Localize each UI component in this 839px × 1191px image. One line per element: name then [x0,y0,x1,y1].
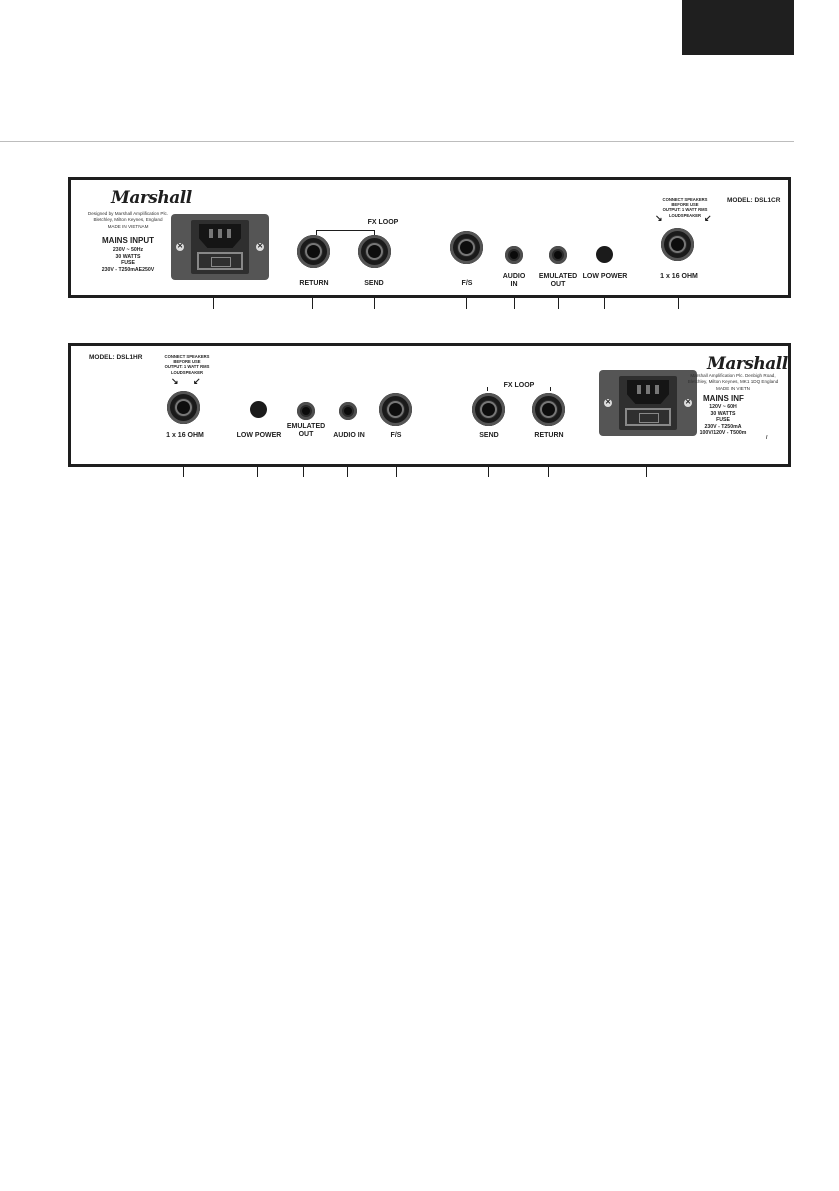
section-tab [682,0,794,55]
screw-icon: ✕ [685,399,691,406]
return-jack[interactable] [297,235,330,268]
speaker-out-jack[interactable] [167,391,200,424]
fx-loop-label: FX LOOP [367,219,399,226]
send-jack[interactable] [472,393,505,426]
send-jack[interactable] [358,235,391,268]
lightning-arrow-icon: ↘ [171,376,179,386]
return-jack[interactable] [532,393,565,426]
iec-inlet [191,220,249,274]
marshall-logo: Marshall [111,188,192,208]
fx-loop-label: FX LOOP [503,382,535,389]
low-power-label: LOW POWER [236,432,282,439]
emulated-out-label: EMULATED OUT [538,273,578,288]
callout-line [488,464,489,477]
mains-spec: 230V ~ 50Hz 30 WATTS FUSE 230V - T250mAE250V [101,247,155,273]
power-socket-icon [199,224,241,248]
callout-line [213,295,214,309]
mains-spec: 120V ~ 60H 30 WATTS FUSE 230V - T250mA 100V/120V - T500m [699,404,747,436]
marshall-logo: Marshall [707,354,788,374]
low-power-switch[interactable] [250,401,267,418]
power-socket-icon [627,380,669,404]
callout-line [558,295,559,309]
rear-panel-dsl1hr [68,343,791,467]
maker-address: Marshall Amplification Plc. Denbigh Road, Bletchley, Milton Keynes, MK1 1DQ England MADE IN VIETN [687,373,779,391]
speaker-warning: CONNECT SPEAKERS BEFORE USE OUTPUT: 1 WATT RMS LOUDSPEAKER [164,354,210,375]
mains-socket[interactable] [171,214,269,280]
speaker-out-jack[interactable] [661,228,694,261]
callout-line [347,464,348,477]
mains-input-title: MAINS INPUT [102,236,154,245]
rear-panel-dsl1cr [68,177,791,298]
header-rule [0,141,794,142]
callout-line [548,464,549,477]
footswitch-jack[interactable] [450,231,483,264]
callout-line [183,464,184,477]
audio-in-label: AUDIO IN [502,273,526,288]
fuse-holder-icon [625,408,671,426]
callout-line [678,295,679,309]
return-label: RETURN [299,280,329,287]
fuse-holder-icon [197,252,243,270]
emulated-out-jack[interactable] [549,246,567,264]
fs-label: F/S [461,280,473,287]
screw-icon: ✕ [605,399,611,406]
send-label: SEND [364,280,384,287]
fs-label: F/S [390,432,402,439]
panel-mark: / [766,435,768,441]
emulated-out-jack[interactable] [297,402,315,420]
fx-loop-bracket [316,230,375,231]
lightning-arrow-icon: ↙ [193,376,201,386]
send-label: SEND [479,432,499,439]
speaker-warning: CONNECT SPEAKERS BEFORE USE OUTPUT: 1 WATT RMS LOUDSPEAKER [662,197,708,218]
callout-line [257,464,258,477]
screw-icon: ✕ [177,243,183,250]
speaker-out-label: 1 x 16 OHM [660,273,698,280]
iec-inlet [619,376,677,430]
callout-line [514,295,515,309]
speaker-out-label: 1 x 16 OHM [166,432,204,439]
callout-line [604,295,605,309]
audio-in-label: AUDIO IN [333,432,365,439]
lightning-arrow-icon: ↙ [704,213,712,223]
low-power-switch[interactable] [596,246,613,263]
callout-line [646,464,647,477]
callout-line [312,295,313,309]
audio-in-jack[interactable] [505,246,523,264]
lightning-arrow-icon: ↘ [655,213,663,223]
model-label: MODEL: DSL1HR [89,354,143,361]
model-label: MODEL: DSL1CR [727,197,781,204]
footswitch-jack[interactable] [379,393,412,426]
maker-address: Designed by Marshall Amplification Plc. Bletchley, Milton Keynes, England MADE IN VIETNAM [87,211,169,229]
screw-icon: ✕ [257,243,263,250]
mains-input-title: MAINS INF [703,394,744,403]
return-label: RETURN [534,432,564,439]
callout-line [374,295,375,309]
emulated-out-label: EMULATED OUT [286,423,326,438]
callout-line [396,464,397,477]
callout-line [466,295,467,309]
audio-in-jack[interactable] [339,402,357,420]
low-power-label: LOW POWER [582,273,628,280]
callout-line [303,464,304,477]
